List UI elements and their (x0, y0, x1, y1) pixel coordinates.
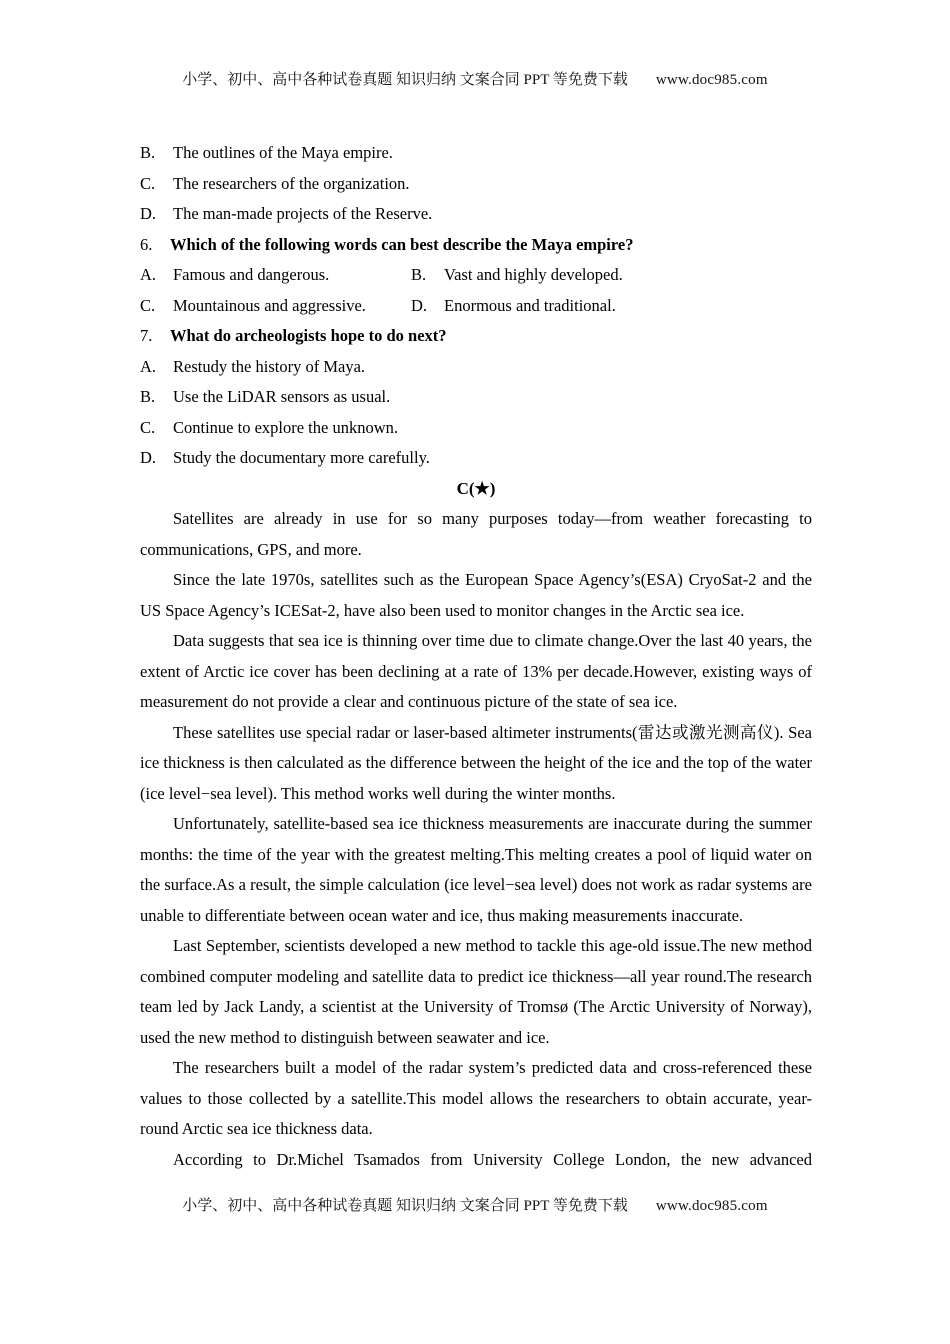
option-label: D. (411, 295, 428, 315)
question-6-stem (140, 230, 812, 261)
passage-paragraph: Satellites are already in use for so many purposes today—from weather forecasting to communications, GPS, and more. (140, 509, 812, 559)
question-number: 6. (140, 234, 153, 254)
q7-option-d (140, 443, 812, 474)
option-text: Restudy the history of Maya. (173, 356, 366, 376)
option-label: A. (140, 356, 157, 376)
option-text: The man-made projects of the Reserve. (173, 204, 433, 223)
passage-title: C(★) (456, 478, 496, 498)
option-label: B. (140, 143, 156, 162)
passage-paragraph: These satellites use special radar or laser-based altimeter instruments(雷达或激光测高仪). Sea ice thickness is then calculated as the difference between the height of the ice and the top of the water (ice level−sea level). This method works well during the winter months. (140, 722, 812, 803)
option-label: B. (411, 265, 427, 284)
header-site-url: www.doc985.com (655, 72, 768, 88)
option-text: The researchers of the organization. (173, 173, 410, 193)
passage-paragraph: Unfortunately, satellite-based sea ice thickness measurements are inaccurate during the summer months: the time of the year with the greatest melting.This melting creates a pool of liquid water on the surface.As a result, the simple calculation (ice level−sea level) does not work as radar systems are unable to differentiate between ocean water and ice, thus making measurements inaccurate. (140, 814, 812, 925)
q6-options-row-1 (140, 260, 812, 291)
page-header (0, 68, 950, 89)
q6-options-row-2 (140, 291, 812, 322)
q7-option-a (140, 352, 812, 383)
q5-option-b (140, 138, 812, 169)
option-label: C. (140, 173, 156, 193)
q5-option-d (140, 199, 812, 230)
passage-paragraph: The researchers built a model of the radar system’s predicted data and cross-referenced these values to those collected by a satellite.This model allows the researchers to obtain accurate, year-round Arctic sea ice thickness data. (140, 1058, 812, 1138)
question-stem-text: Which of the following words can best describe the Maya empire? (170, 234, 634, 254)
option-text: Famous and dangerous. (173, 265, 330, 284)
option-label: D. (140, 204, 157, 223)
q6-option-a (140, 260, 411, 291)
document-body (140, 138, 812, 1175)
question-7-stem (140, 321, 812, 352)
q6-option-d (411, 291, 812, 322)
header-watermark-text: 小学、初中、高中各种试卷真题 知识归纳 文案合同 PPT 等免费下载 (182, 72, 628, 88)
passage-paragraph: Since the late 1970s, satellites such as the European Space Agency’s(ESA) CryoSat-2 and the US Space Agency’s ICESat-2, have also been used to monitor changes in the Arctic sea ice. (140, 570, 812, 620)
question-number: 7. (140, 326, 153, 345)
option-text: Vast and highly developed. (444, 265, 623, 284)
question-stem-text: What do archeologists hope to do next? (170, 326, 447, 345)
q7-option-b (140, 382, 812, 413)
footer-watermark-text: 小学、初中、高中各种试卷真题 知识归纳 文案合同 PPT 等免费下载 (182, 1198, 628, 1214)
option-label: C. (140, 295, 156, 315)
passage-paragraph-truncated: According to Dr.Michel Tsamados from University College London, the new advanced (173, 1149, 812, 1169)
passage-paragraph: Last September, scientists developed a new method to tackle this age-old issue.The new method combined computer modeling and satellite data to predict ice thickness—all year round.The research team led by Jack Landy, a scientist at the University of Tromsø (The Arctic University of Norway), used the new method to distinguish between seawater and ice. (140, 936, 812, 1047)
option-text: Use the LiDAR sensors as usual. (173, 387, 391, 406)
footer-site-url: www.doc985.com (655, 1198, 768, 1214)
passage-paragraph: Data suggests that sea ice is thinning over time due to climate change.Over the last 40 years, the extent of Arctic ice cover has been declining at a rate of 13% per decade.However, existing ways of measurement do not provide a clear and continuous picture of the state of sea ice. (140, 631, 812, 711)
option-label: B. (140, 387, 156, 406)
option-label: A. (140, 265, 157, 284)
option-label: D. (140, 448, 157, 467)
option-text: The outlines of the Maya empire. (173, 143, 393, 162)
option-text: Study the documentary more carefully. (173, 448, 430, 467)
option-text: Continue to explore the unknown. (173, 417, 399, 437)
q7-option-c (140, 413, 812, 444)
page-footer (0, 1194, 950, 1215)
q5-option-c (140, 169, 812, 200)
q6-option-b (411, 260, 812, 291)
option-text: Mountainous and aggressive. (173, 295, 366, 315)
option-text: Enormous and traditional. (444, 295, 616, 315)
q6-option-c (140, 291, 411, 322)
option-label: C. (140, 417, 156, 437)
